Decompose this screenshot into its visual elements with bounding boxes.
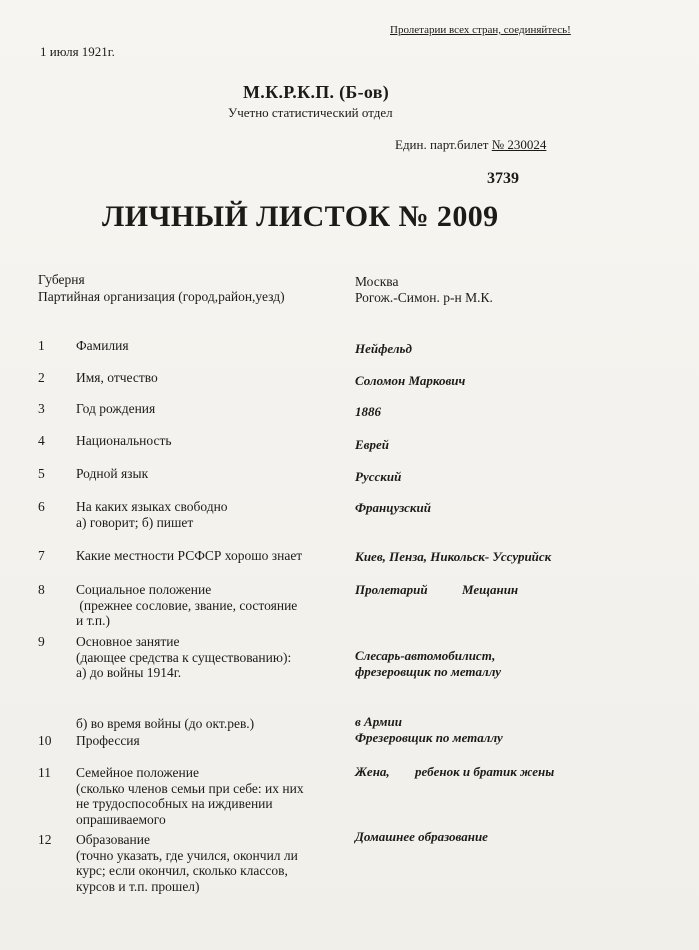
question-number: 10: [38, 733, 52, 748]
question-number: 6: [38, 499, 45, 514]
party-org-label: Партийная организация (город,район,уезд): [38, 289, 285, 304]
question-label: На каких языках свободно: [76, 499, 228, 514]
answer-name: Соломон Маркович: [355, 373, 466, 388]
question-number: 11: [38, 765, 51, 780]
question-number: 7: [38, 548, 45, 563]
province-value: Москва: [355, 274, 399, 289]
question-sublabel: (точно указать, где учился, окончил ли: [76, 847, 298, 863]
question-sublabel: (дающее средства к существованию):: [76, 649, 292, 665]
answer-family-others: ребенок и братик жены: [415, 764, 555, 779]
document-title: ЛИЧНЫЙ ЛИСТОК № 2009: [102, 200, 499, 233]
answer-languages: Французский: [355, 500, 431, 515]
answer-native-language: Русский: [355, 469, 402, 484]
question-sublabel: курс; если окончил, сколько классов,: [76, 863, 288, 878]
answer-education: Домашнее образование: [355, 829, 488, 844]
question-number: 8: [38, 582, 45, 597]
question-label: Фамилия: [76, 338, 129, 353]
organization-name: М.К.Р.К.П. (Б-ов): [243, 82, 390, 102]
answer-occupation-prewar-2: фрезеровщик по металлу: [355, 664, 501, 679]
question-number: 4: [38, 433, 45, 448]
question-label: Имя, отчество: [76, 370, 158, 385]
question-sublabel: и т.п.): [76, 613, 110, 628]
motto: Пролетарии всех стран, соединяйтесь!: [390, 24, 571, 36]
question-sublabel: не трудоспособных на иждивении: [76, 796, 273, 811]
question-label: Какие местности РСФСР хорошо знает: [76, 548, 303, 563]
province-label: Губерня: [38, 272, 85, 287]
answer-occupation-wartime: в Армии: [355, 714, 402, 729]
question-sublabel: курсов и т.п. прошел): [76, 878, 200, 894]
question-label: б) во время войны (до окт.рев.): [76, 716, 255, 731]
document-date: 1 июля 1921г.: [40, 44, 115, 59]
question-label: Образование: [76, 832, 150, 847]
question-number: 5: [38, 466, 45, 481]
party-card-label: Един. парт.билет: [395, 137, 489, 152]
answer-surname: Нейфельд: [355, 341, 412, 356]
question-number: 9: [38, 634, 45, 649]
question-label: Родной язык: [76, 466, 149, 481]
question-label: Национальность: [76, 433, 172, 448]
question-label: Профессия: [76, 733, 140, 748]
question-label: Год рождения: [76, 401, 156, 416]
question-number: 1: [38, 338, 45, 353]
answer-social-status: Пролетарий: [355, 582, 428, 597]
question-number: 2: [38, 370, 45, 385]
question-sublabel: а) до войны 1914г.: [76, 665, 182, 680]
question-sublabel: (сколько членов семьи при себе: их них: [76, 780, 304, 796]
question-sublabel: а) говорит; б) пишет: [76, 514, 194, 530]
question-number: 3: [38, 401, 45, 416]
answer-family-wife: Жена,: [355, 764, 390, 779]
party-card-number: № 230024: [491, 137, 547, 152]
answer-birth-year: 1886: [355, 404, 381, 419]
answer-known-places: Киев, Пенза, Никольск- Уссурийск: [355, 549, 552, 564]
question-label: Семейное положение: [76, 765, 199, 780]
question-sublabel: (прежнее сословие, звание, состояние: [76, 597, 298, 613]
answer-profession: Фрезеровщик по металлу: [355, 730, 503, 745]
code-number: 3739: [487, 170, 519, 187]
party-org-value: Рогож.-Симон. р-н М.К.: [355, 290, 493, 305]
answer-nationality: Еврей: [355, 437, 389, 452]
question-label: Социальное положение: [76, 582, 212, 597]
question-number: 12: [38, 832, 52, 847]
question-sublabel: опрашиваемого: [76, 811, 166, 827]
department-name: Учетно статистический отдел: [228, 105, 393, 120]
answer-occupation-prewar-1: Слесарь-автомобилист,: [355, 648, 496, 663]
answer-former-estate: Мещанин: [462, 582, 519, 597]
party-card: [395, 137, 546, 153]
question-label: Основное занятие: [76, 634, 180, 649]
